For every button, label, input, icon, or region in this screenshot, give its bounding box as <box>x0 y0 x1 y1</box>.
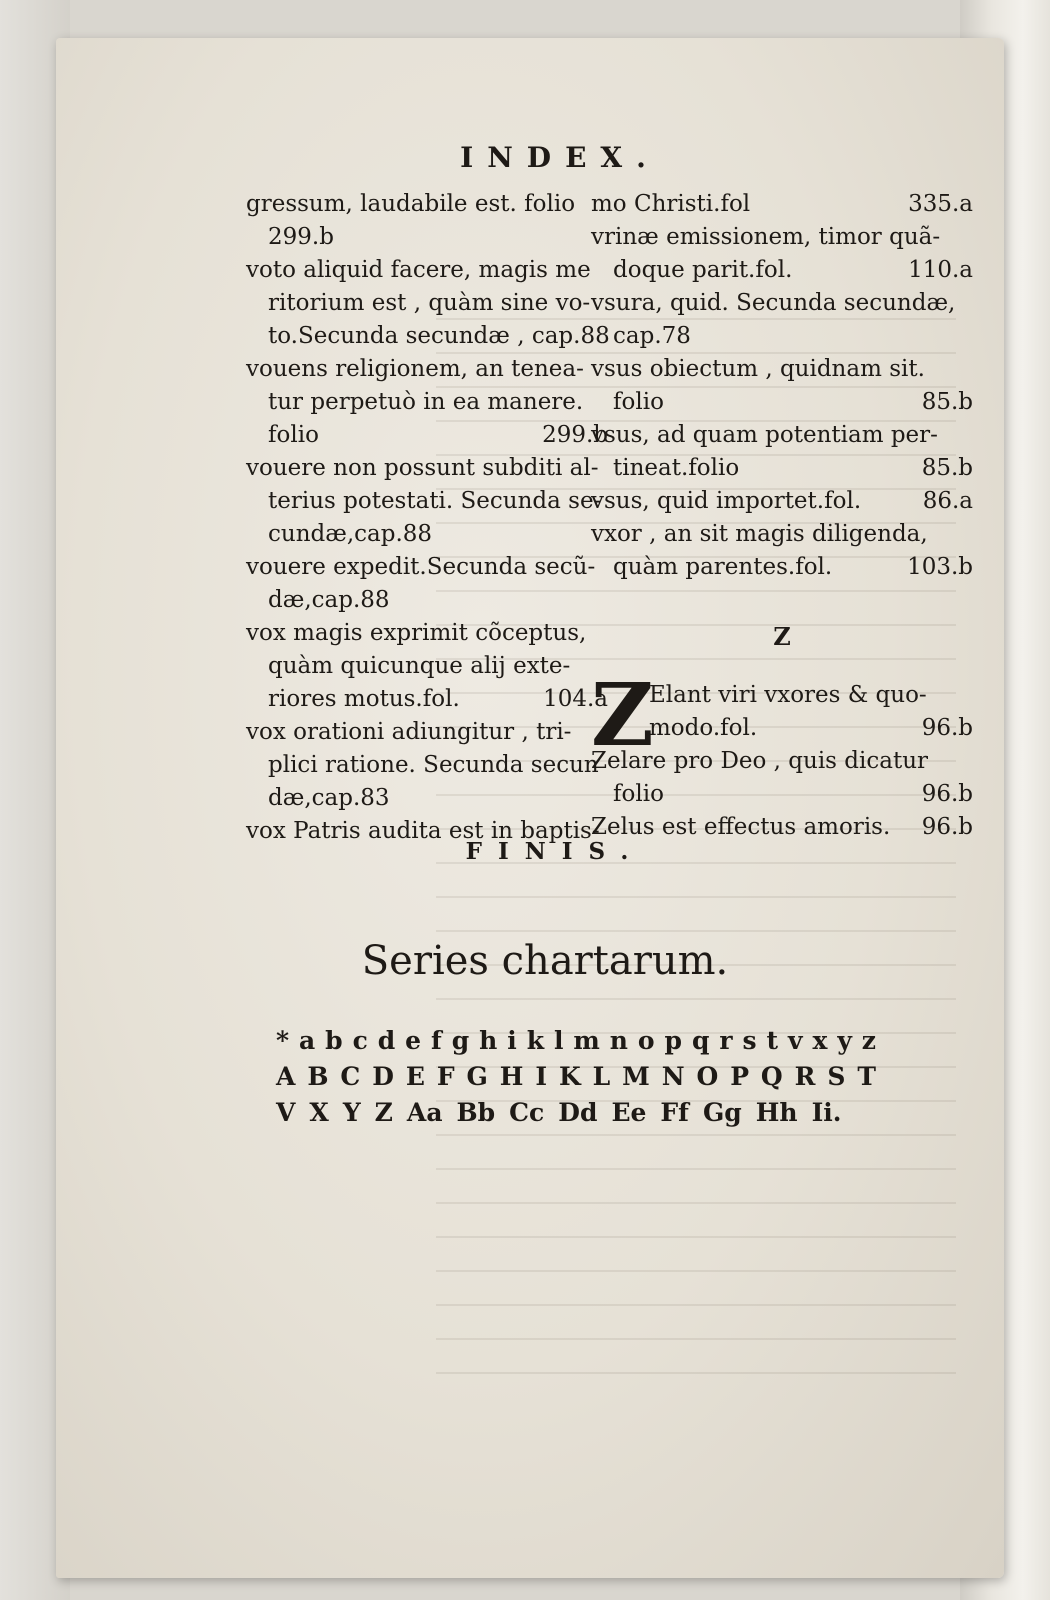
entry-line: 299.b <box>268 224 334 250</box>
index-entry <box>246 254 608 353</box>
entry-line: folio <box>268 422 319 448</box>
index-entry <box>246 716 608 815</box>
signature-mark: F <box>436 1062 455 1091</box>
entry-line: terius potestati. Secunda se- <box>268 488 602 514</box>
signature-row <box>276 1059 876 1095</box>
signature-mark: V <box>276 1098 296 1127</box>
signature-mark: S <box>827 1062 846 1091</box>
signature-mark: O <box>696 1062 719 1091</box>
index-entry <box>246 452 608 551</box>
signature-mark: * <box>276 1026 290 1055</box>
signature-mark: Ff <box>660 1098 689 1127</box>
folio-reference: 96.b <box>921 781 973 807</box>
signature-mark: s <box>742 1026 757 1055</box>
signature-mark: Cc <box>509 1098 545 1127</box>
signature-mark: Dd <box>558 1098 598 1127</box>
signature-mark: k <box>526 1026 545 1055</box>
signature-mark: e <box>405 1026 422 1055</box>
entry-line: quàm quicunque alij exte- <box>268 653 571 679</box>
entry-line: riores motus.fol. <box>268 686 460 712</box>
entry-line: ritorium est , quàm sine vo- <box>268 290 591 316</box>
folio-reference: 96.b <box>921 715 973 741</box>
entry-line: vsus, quid importet.fol. <box>591 488 862 514</box>
entry-line: vxor , an sit magis diligenda, <box>591 521 928 547</box>
index-entry <box>591 485 973 518</box>
index-entries-z <box>591 665 973 844</box>
signature-mark: y <box>837 1026 852 1055</box>
folio-reference: 96.b <box>921 814 973 840</box>
signature-mark: f <box>431 1026 442 1055</box>
signature-mark: c <box>352 1026 368 1055</box>
entry-line: dæ,cap.83 <box>268 785 390 811</box>
signature-mark: z <box>861 1026 876 1055</box>
signature-mark: N <box>661 1062 685 1091</box>
index-entry <box>591 518 973 584</box>
entry-line: modo.fol. <box>649 715 758 741</box>
entry-line: cap.78 <box>613 323 691 349</box>
running-head: INDEX. <box>460 141 660 174</box>
signature-mark: v <box>788 1026 803 1055</box>
signature-mark: E <box>405 1062 425 1091</box>
signature-mark: K <box>558 1062 581 1091</box>
register-of-signatures <box>276 1023 876 1131</box>
entry-line: vouere non possunt subditi al- <box>246 455 599 481</box>
entry-line: vrinæ emissionem, timor quã- <box>591 224 941 250</box>
signature-mark: r <box>719 1026 733 1055</box>
signature-mark: p <box>664 1026 683 1055</box>
signature-mark: g <box>451 1026 470 1055</box>
entry-line: gressum, laudabile est. folio <box>246 191 576 217</box>
index-entry <box>246 551 608 617</box>
folio-reference: 104.a <box>543 686 608 712</box>
folio-reference: 86.a <box>922 488 973 514</box>
entry-line: plici ratione. Secunda secun <box>268 752 599 778</box>
signature-mark: Gg <box>702 1098 742 1127</box>
signature-mark: P <box>730 1062 749 1091</box>
entry-line: vsus, ad quam potentiam per- <box>591 422 938 448</box>
signature-mark: l <box>553 1026 564 1055</box>
index-entry <box>591 353 973 419</box>
signature-mark: I <box>535 1062 548 1091</box>
section-letter-z: Z <box>773 622 791 651</box>
entry-line: Zelare pro Deo , quis dicatur <box>591 748 929 774</box>
index-entry <box>591 188 973 221</box>
signature-mark: h <box>479 1026 498 1055</box>
signature-mark: b <box>325 1026 343 1055</box>
signature-mark: L <box>592 1062 611 1091</box>
signature-mark: T <box>857 1062 876 1091</box>
signature-mark: i <box>507 1026 517 1055</box>
signature-mark: A <box>276 1062 296 1091</box>
entry-line: doque parit.fol. <box>613 257 793 283</box>
entry-line: folio <box>613 389 664 415</box>
signature-mark: n <box>609 1026 628 1055</box>
index-entry <box>591 221 973 287</box>
entry-line: Zelus est effectus amoris. <box>591 814 891 840</box>
folio-reference: 103.b <box>907 554 973 580</box>
entry-line: to.Secunda secundæ , cap.88 <box>268 323 610 349</box>
entry-line: Elant viri vxores & quo- <box>649 682 927 708</box>
signature-mark: Ii. <box>811 1098 842 1127</box>
signature-mark: B <box>307 1062 329 1091</box>
signature-mark: Bb <box>456 1098 496 1127</box>
entry-line: vox magis exprimit cõceptus, <box>246 620 587 646</box>
index-entries-u <box>591 188 973 584</box>
entry-line: cundæ,cap.88 <box>268 521 433 547</box>
signature-mark: X <box>309 1098 329 1127</box>
folio-reference: 110.a <box>908 257 973 283</box>
finis-colophon: FINIS. <box>465 838 645 865</box>
signature-mark: t <box>766 1026 779 1055</box>
index-entry <box>246 353 608 452</box>
signature-mark: Hh <box>755 1098 798 1127</box>
entry-line: vouere expedit.Secunda secũ- <box>246 554 596 580</box>
entry-line: vsus obiectum , quidnam sit. <box>591 356 925 382</box>
index-column-left <box>246 188 608 848</box>
index-entry <box>246 188 608 254</box>
signature-mark: a <box>299 1026 316 1055</box>
drop-capital: Z <box>591 665 654 766</box>
index-entry <box>246 617 608 716</box>
entry-line: vsura, quid. Secunda secundæ, <box>591 290 956 316</box>
entry-line: voto aliquid facere, magis me <box>246 257 591 283</box>
entry-line: vox orationi adiungitur , tri- <box>246 719 572 745</box>
signature-mark: o <box>637 1026 655 1055</box>
folio-reference: 335.a <box>908 191 973 217</box>
signature-mark: d <box>377 1026 396 1055</box>
entry-line: folio <box>613 781 664 807</box>
signature-mark: Q <box>760 1062 783 1091</box>
entry-line: mo Christi.fol <box>591 191 751 217</box>
folio-reference: 85.b <box>921 389 973 415</box>
signature-mark: C <box>340 1062 361 1091</box>
entry-line: tineat.folio <box>613 455 740 481</box>
folio-reference: 299.b <box>542 422 608 448</box>
entry-line: tur perpetuò in ea manere. <box>268 389 584 415</box>
entry-line: dæ,cap.88 <box>268 587 390 613</box>
entry-line: vouens religionem, an tenea- <box>246 356 584 382</box>
signature-mark: G <box>466 1062 488 1091</box>
entry-line: vox Patris audita est in baptis- <box>246 818 600 844</box>
signature-mark: H <box>499 1062 524 1091</box>
entry-line: quàm parentes.fol. <box>613 554 833 580</box>
signature-row <box>276 1095 876 1131</box>
signature-row <box>276 1023 876 1059</box>
folio-reference: 85.b <box>921 455 973 481</box>
series-title: Series chartarum. <box>361 938 729 984</box>
signature-mark: D <box>372 1062 394 1091</box>
book-page <box>56 38 1004 1578</box>
signature-mark: Z <box>374 1098 393 1127</box>
signature-mark: Ee <box>611 1098 647 1127</box>
index-entry <box>591 419 973 485</box>
signature-mark: Aa <box>406 1098 443 1127</box>
index-entry <box>591 287 973 353</box>
signature-mark: Y <box>342 1098 361 1127</box>
signature-mark: M <box>622 1062 650 1091</box>
signature-mark: x <box>812 1026 828 1055</box>
index-entry <box>591 745 973 811</box>
signature-mark: q <box>691 1026 710 1055</box>
signature-mark: R <box>794 1062 816 1091</box>
signature-mark: m <box>573 1026 600 1055</box>
index-column-right <box>591 188 973 844</box>
